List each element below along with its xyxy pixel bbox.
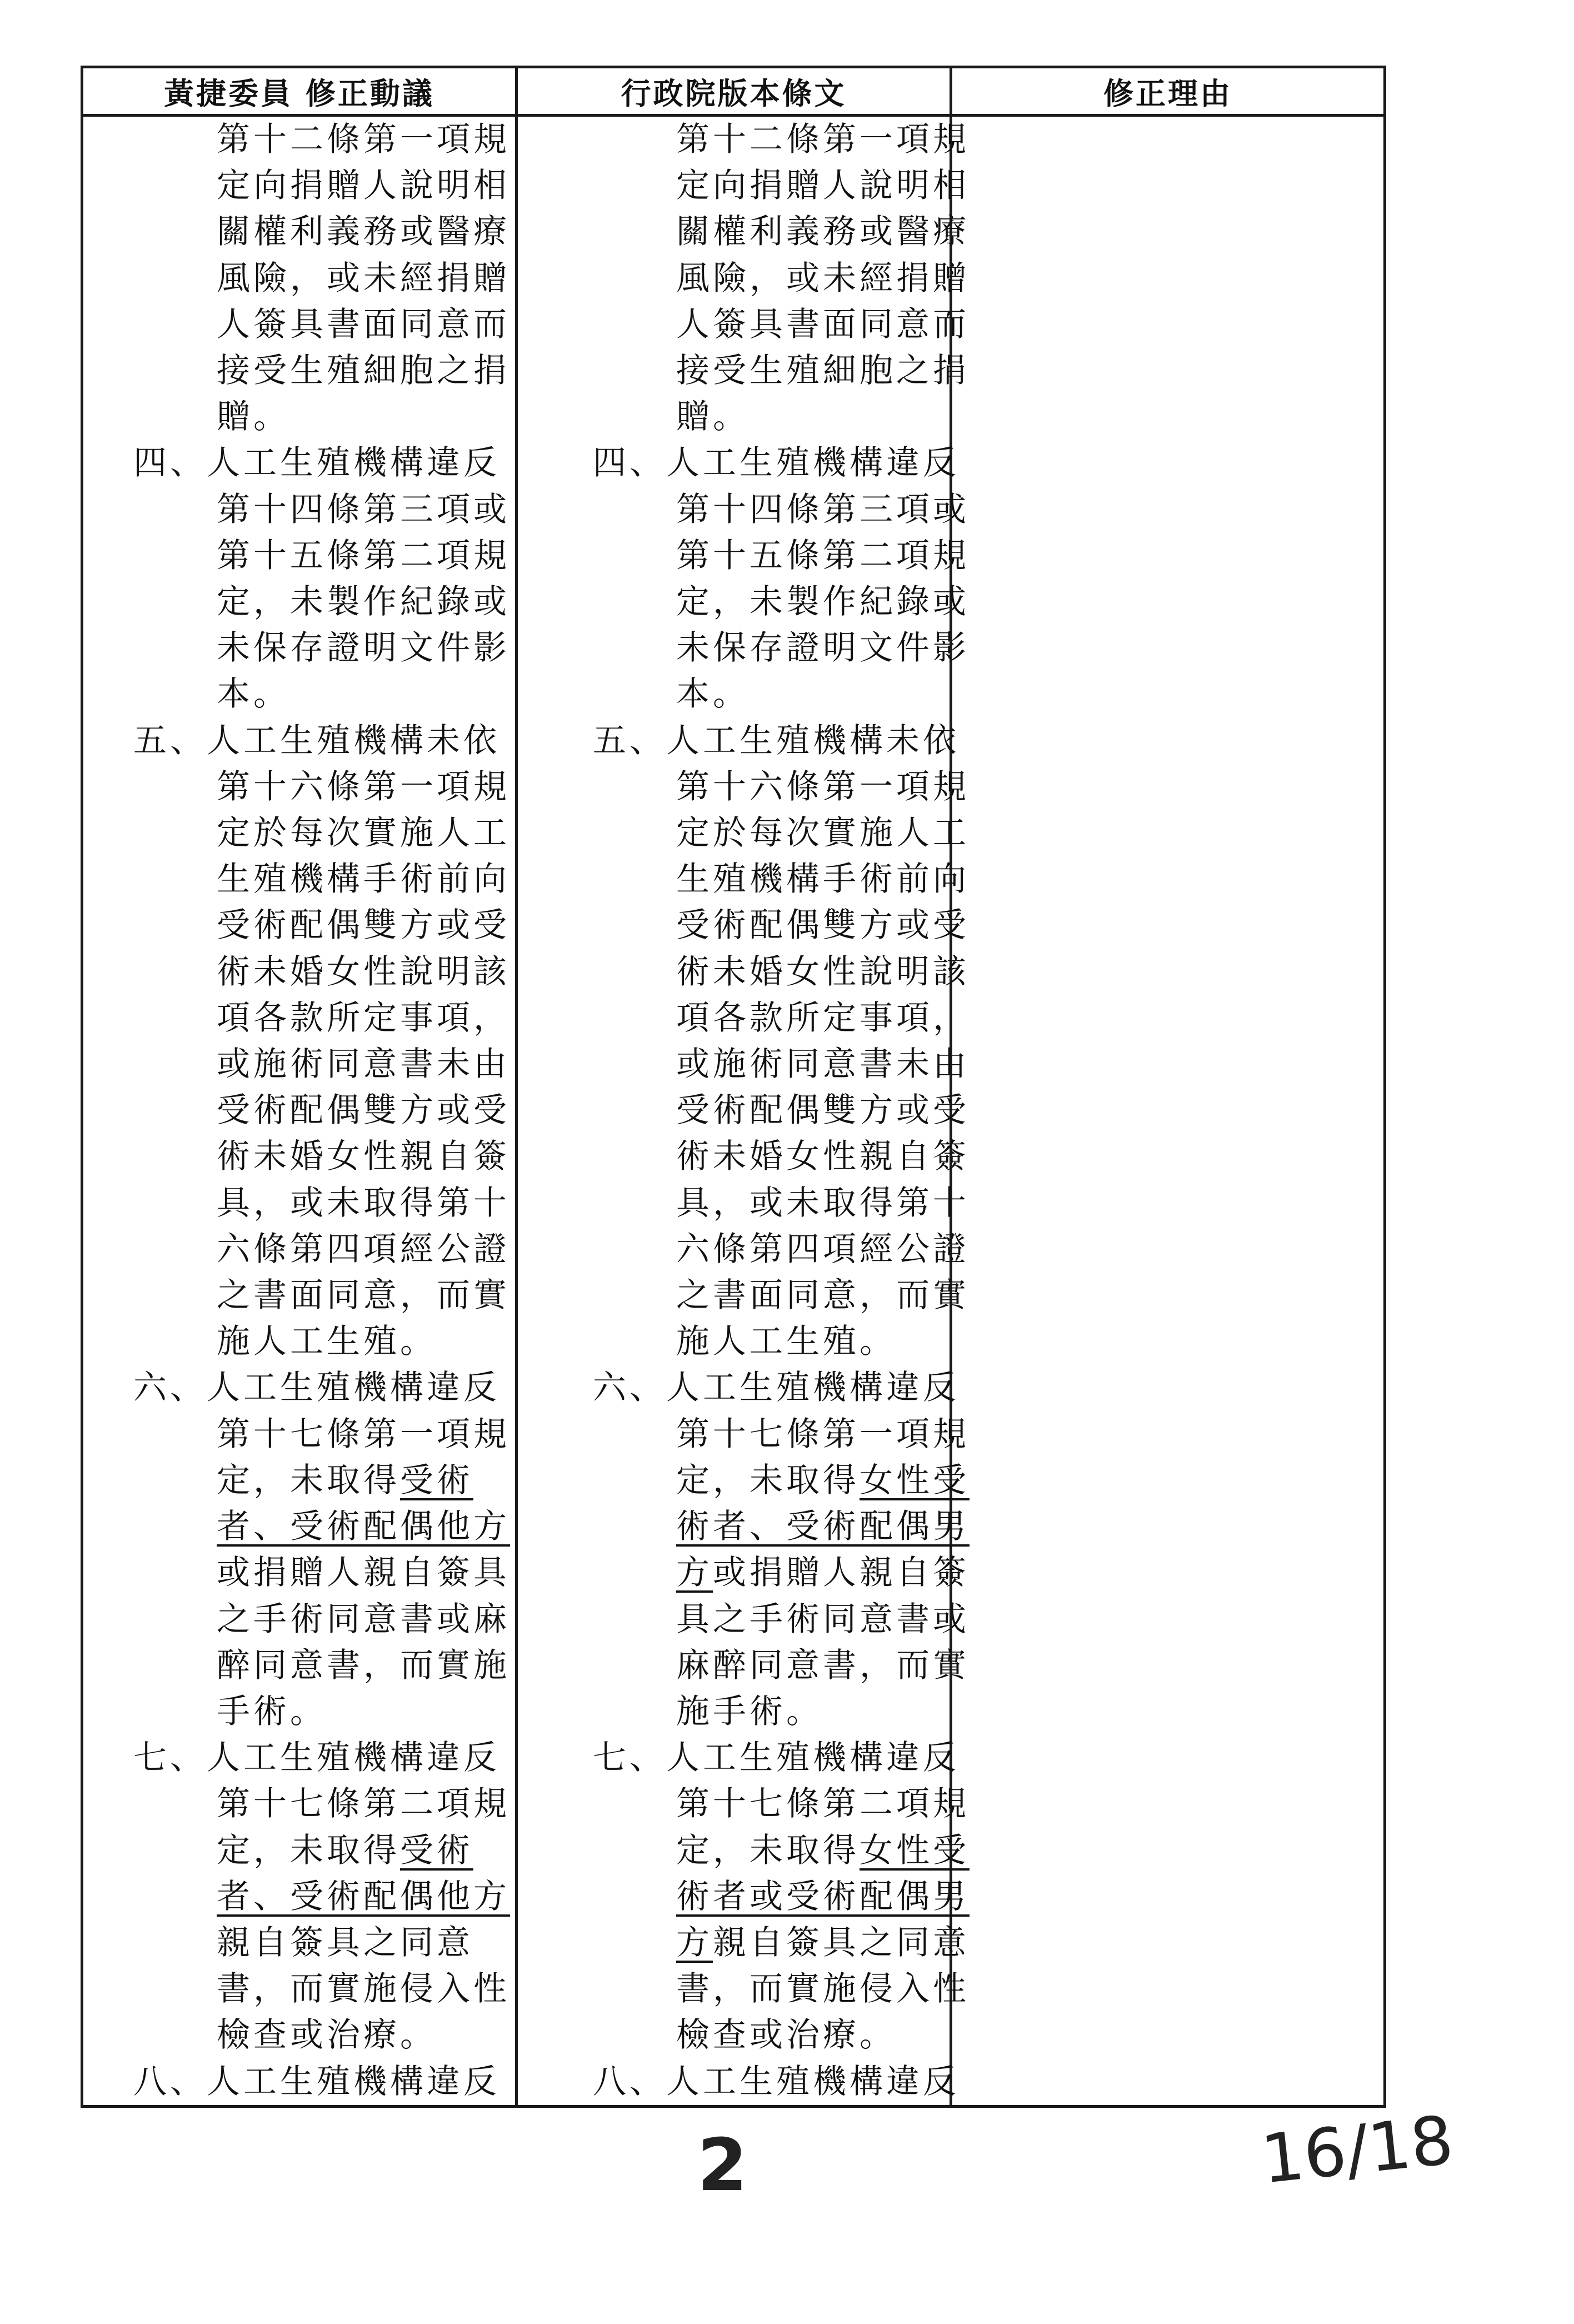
text-line — [83, 256, 515, 302]
text-segment: 具，或未取得第十 — [676, 1183, 970, 1223]
text-line — [83, 1226, 515, 1273]
text-segment: 醉同意書，而實施 — [217, 1645, 510, 1685]
text-line — [518, 1504, 970, 1550]
text-segment: 接受生殖細胞之捐 — [676, 351, 970, 391]
text-segment: 書，而實施侵入性 — [217, 1969, 510, 2009]
text-line — [518, 163, 970, 209]
text-segment: 人工生殖機構違反 — [666, 1738, 960, 1778]
text-segment: 第十二條第一項規 — [217, 120, 510, 159]
text-segment: 受術配偶雙方或受 — [217, 906, 510, 945]
text-line — [518, 1365, 960, 1411]
text-segment: 具之手術同意書或 — [676, 1599, 970, 1639]
text-segment: 定，未取得 — [217, 1460, 400, 1500]
text-segment: 第十七條第一項規 — [217, 1414, 510, 1454]
text-line — [83, 1828, 515, 1874]
text-line — [518, 394, 950, 440]
text-segment: 人工生殖機構未依 — [666, 721, 960, 760]
item-number: 八、 — [133, 2062, 207, 2101]
text-line — [518, 209, 970, 255]
item-number: 五、 — [133, 721, 207, 760]
text-line — [518, 1226, 970, 1273]
amended-text: 者、受術配偶他方 — [217, 1507, 510, 1547]
text-line — [83, 810, 515, 856]
text-line — [83, 302, 515, 348]
text-segment: 第十六條第一項規 — [217, 767, 510, 806]
text-line — [518, 1088, 970, 1134]
text-segment: 關權利義務或醫療 — [676, 212, 970, 252]
text-segment: 第十五條第二項規 — [676, 536, 970, 575]
text-line — [518, 1874, 970, 1920]
text-segment: 手術。 — [217, 1692, 327, 1731]
text-segment: 親自簽具之同意 — [217, 1923, 473, 1962]
text-line — [83, 1458, 515, 1504]
text-segment: 定向捐贈人說明相 — [217, 166, 510, 206]
text-line — [83, 533, 515, 579]
text-segment: 定，未取得 — [676, 1460, 860, 1500]
text-segment: 風險，或未經捐贈 — [676, 258, 970, 298]
amended-text: 受術 — [400, 1831, 473, 1870]
text-segment: 人工生殖機構違反 — [666, 1368, 960, 1408]
text-line — [83, 209, 515, 255]
text-line — [518, 1273, 970, 1319]
amended-text: 者、受術配偶他方 — [217, 1877, 510, 1916]
text-line — [518, 810, 970, 856]
text-segment: 人工生殖機構違反 — [207, 1368, 500, 1408]
motion-text — [83, 117, 515, 2105]
text-line — [518, 1781, 970, 1827]
text-line — [518, 579, 970, 625]
text-segment: 六條第四項經公證 — [217, 1229, 510, 1269]
text-segment: 或施術同意書未由 — [676, 1045, 970, 1084]
text-segment: 項各款所定事項， — [676, 998, 970, 1038]
header-executive-version: 行政院版本條文 — [517, 67, 951, 116]
motion-column — [82, 116, 517, 2107]
item-number: 五、 — [593, 721, 666, 760]
text-line — [83, 1041, 515, 1088]
text-segment: 之書面同意，而實 — [676, 1276, 970, 1315]
text-line — [83, 2012, 515, 2058]
text-segment: 贈。 — [676, 397, 749, 437]
text-line — [518, 1180, 970, 1226]
item-number: 七、 — [593, 1738, 666, 1778]
text-segment: 人工生殖機構違反 — [207, 1738, 500, 1778]
text-line — [518, 1828, 970, 1874]
text-line — [518, 856, 970, 902]
text-segment: 親自簽具之同意 — [713, 1923, 970, 1962]
text-segment: 未保存證明文件影 — [217, 629, 510, 668]
body-row — [82, 116, 1385, 2107]
text-segment: 第十四條第三項或 — [676, 490, 970, 529]
text-segment: 定，未取得 — [217, 1831, 400, 1870]
text-segment: 檢查或治療。 — [676, 2016, 896, 2055]
text-segment: 人簽具書面同意而 — [217, 305, 510, 344]
text-segment: 定，未製作紀錄或 — [217, 582, 510, 622]
text-segment: 定向捐贈人說明相 — [676, 166, 970, 206]
text-line — [518, 1597, 970, 1643]
text-segment: 麻醉同意書，而實 — [676, 1645, 970, 1685]
text-segment: 定於每次實施人工 — [676, 814, 970, 853]
text-segment: 受術配偶雙方或受 — [676, 906, 970, 945]
item-number: 四、 — [133, 443, 207, 483]
text-segment: 具，或未取得第十 — [217, 1183, 510, 1223]
text-segment: 術未婚女性親自簽 — [676, 1137, 970, 1176]
amended-text: 方 — [676, 1923, 713, 1962]
text-segment: 第十七條第二項規 — [676, 1784, 970, 1824]
text-line — [518, 671, 950, 717]
text-segment: 接受生殖細胞之捐 — [217, 351, 510, 391]
text-line — [83, 764, 515, 810]
item-number: 四、 — [593, 443, 666, 483]
text-line — [83, 348, 515, 394]
text-line — [518, 533, 970, 579]
text-line — [518, 256, 970, 302]
text-line — [518, 1458, 970, 1504]
text-segment: 本。 — [217, 675, 290, 714]
amended-text: 方 — [676, 1553, 713, 1593]
text-line — [83, 1920, 515, 1966]
text-line — [518, 302, 970, 348]
text-segment: 第十二條第一項規 — [676, 120, 970, 159]
text-segment: 之書面同意，而實 — [217, 1276, 510, 1315]
amended-text: 受術 — [400, 1460, 473, 1500]
text-line — [518, 718, 960, 764]
text-line — [518, 1966, 970, 2012]
text-segment: 定於每次實施人工 — [217, 814, 510, 853]
text-line — [83, 1319, 515, 1365]
text-segment: 檢查或治療。 — [217, 2016, 437, 2055]
text-segment: 或捐贈人親自簽 — [713, 1553, 970, 1593]
text-line — [518, 1041, 970, 1088]
text-line — [83, 1643, 515, 1689]
text-line — [83, 394, 515, 440]
text-line — [83, 949, 515, 995]
text-segment: 定，未製作紀錄或 — [676, 582, 970, 622]
text-segment: 第十七條第一項規 — [676, 1414, 970, 1454]
text-line — [518, 1920, 970, 1966]
text-line — [83, 487, 515, 533]
text-line — [83, 1735, 515, 1781]
text-segment: 人工生殖機構違反 — [666, 2062, 960, 2101]
amendment-comparison-table — [81, 66, 1386, 2108]
text-line — [83, 1412, 515, 1458]
text-line — [518, 1319, 950, 1365]
text-line — [83, 117, 515, 163]
reason-column — [951, 116, 1385, 2107]
amended-text: 術者或受術配偶男 — [676, 1877, 970, 1916]
text-line — [83, 671, 515, 717]
amended-text: 術者、受術配偶男 — [676, 1507, 970, 1547]
text-line — [518, 440, 960, 486]
handwritten-sheet-count: 16/18 — [1257, 2102, 1457, 2199]
text-line — [83, 1088, 515, 1134]
text-line — [518, 487, 970, 533]
text-line — [83, 1180, 515, 1226]
text-line — [83, 2059, 515, 2105]
text-line — [83, 718, 515, 764]
text-line — [518, 625, 970, 671]
text-line — [518, 1735, 960, 1781]
text-line — [83, 1134, 515, 1180]
text-line — [518, 348, 970, 394]
text-segment: 第十七條第二項規 — [217, 1784, 510, 1824]
text-segment: 施手術。 — [676, 1692, 823, 1731]
text-line — [83, 1550, 515, 1596]
item-number: 六、 — [133, 1368, 207, 1408]
text-line — [518, 949, 970, 995]
text-line — [518, 1412, 970, 1458]
text-segment: 術未婚女性說明該 — [217, 952, 510, 991]
text-line — [83, 1874, 515, 1920]
text-segment: 人工生殖機構未依 — [207, 721, 500, 760]
text-line — [83, 1504, 515, 1550]
text-segment: 術未婚女性親自簽 — [217, 1137, 510, 1176]
text-line — [518, 1643, 970, 1689]
text-line — [518, 2012, 950, 2058]
item-number: 八、 — [593, 2062, 666, 2101]
text-segment: 之手術同意書或麻 — [217, 1599, 510, 1639]
header-motion: 黃捷委員 修正動議 — [82, 67, 517, 116]
text-line — [83, 995, 515, 1041]
text-line — [83, 625, 515, 671]
text-segment: 第十六條第一項規 — [676, 767, 970, 806]
text-segment: 本。 — [676, 675, 749, 714]
text-segment: 第十五條第二項規 — [217, 536, 510, 575]
text-segment: 人工生殖機構違反 — [207, 2062, 500, 2101]
executive-text — [518, 117, 970, 2105]
text-line — [83, 163, 515, 209]
text-segment: 生殖機構手術前向 — [217, 860, 510, 899]
text-segment: 風險，或未經捐贈 — [217, 258, 510, 298]
text-line — [83, 1966, 515, 2012]
item-number: 六、 — [593, 1368, 666, 1408]
text-line — [83, 579, 515, 625]
text-segment: 贈。 — [217, 397, 290, 437]
text-segment: 人簽具書面同意而 — [676, 305, 970, 344]
executive-column — [517, 116, 970, 2107]
text-segment: 人工生殖機構違反 — [207, 443, 500, 483]
header-row — [82, 67, 1385, 116]
text-line — [83, 856, 515, 902]
text-line — [83, 902, 515, 949]
amended-text: 女性受 — [860, 1831, 970, 1870]
text-line — [518, 1689, 950, 1735]
text-line — [83, 1597, 515, 1643]
text-line — [518, 995, 970, 1041]
text-segment: 受術配偶雙方或受 — [676, 1091, 970, 1130]
text-segment: 第十四條第三項或 — [217, 490, 510, 529]
amended-text: 女性受 — [860, 1460, 970, 1500]
text-line — [83, 1689, 515, 1735]
text-segment: 施人工生殖。 — [676, 1322, 896, 1362]
text-line — [518, 902, 970, 949]
text-segment: 人工生殖機構違反 — [666, 443, 960, 483]
text-line — [83, 1781, 515, 1827]
text-segment: 受術配偶雙方或受 — [217, 1091, 510, 1130]
item-number: 七、 — [133, 1738, 207, 1778]
text-segment: 未保存證明文件影 — [676, 629, 970, 668]
text-segment: 術未婚女性說明該 — [676, 952, 970, 991]
handwritten-page-mark: 2 — [697, 2123, 748, 2207]
header-reason: 修正理由 — [951, 67, 1385, 116]
text-segment: 生殖機構手術前向 — [676, 860, 970, 899]
text-line — [518, 117, 970, 163]
text-segment: 定，未取得 — [676, 1831, 860, 1870]
text-line — [83, 1365, 515, 1411]
text-segment: 或施術同意書未由 — [217, 1045, 510, 1084]
text-line — [83, 1273, 515, 1319]
text-segment: 書，而實施侵入性 — [676, 1969, 970, 2009]
text-line — [518, 2059, 960, 2105]
text-line — [518, 1134, 970, 1180]
text-line — [83, 440, 515, 486]
text-segment: 項各款所定事項， — [217, 998, 510, 1038]
text-segment: 關權利義務或醫療 — [217, 212, 510, 252]
text-segment: 施人工生殖。 — [217, 1322, 437, 1362]
text-segment: 六條第四項經公證 — [676, 1229, 970, 1269]
text-segment: 或捐贈人親自簽具 — [217, 1553, 510, 1593]
text-line — [518, 1550, 970, 1596]
text-line — [518, 764, 970, 810]
